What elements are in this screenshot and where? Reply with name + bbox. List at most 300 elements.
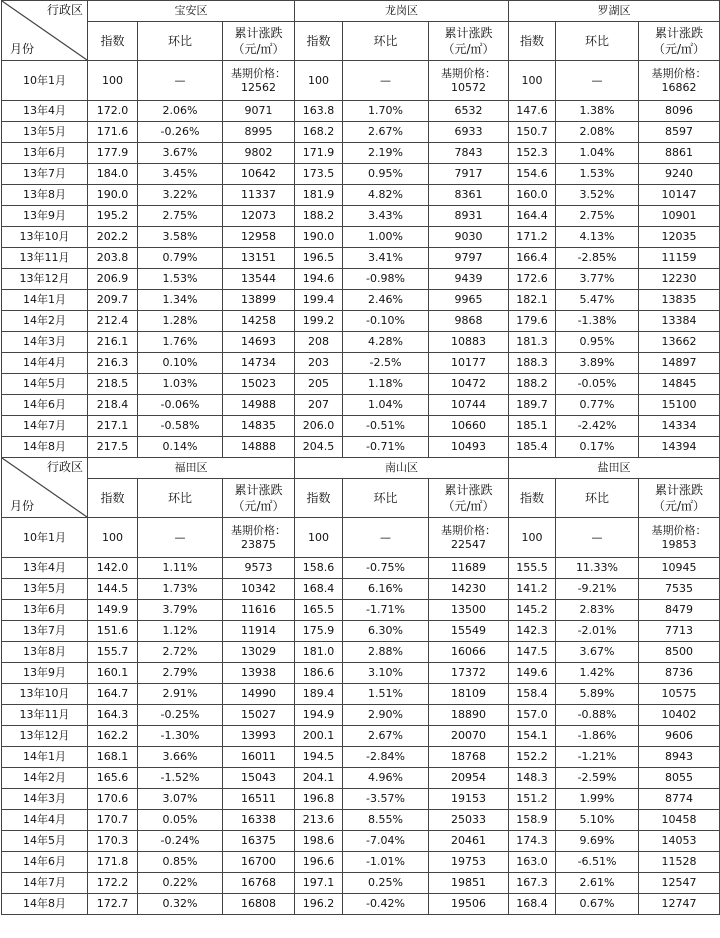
mom-cell: -7.04%	[343, 831, 429, 852]
mom-cell: 3.67%	[138, 143, 223, 164]
column-header-row	[2, 22, 720, 61]
mom-cell: -0.42%	[343, 894, 429, 915]
cumulative-cell: 15100	[639, 395, 720, 416]
mom-cell: 4.96%	[343, 768, 429, 789]
diagonal-header-cell	[2, 458, 88, 518]
index-cell: 167.3	[509, 873, 556, 894]
cumulative-cell: 14258	[223, 311, 295, 332]
mom-cell: 2.67%	[343, 122, 429, 143]
index-cell: 194.5	[295, 747, 343, 768]
month-axis-label: 月份	[10, 41, 35, 56]
mom-cell: -0.25%	[138, 705, 223, 726]
mom-cell: 3.58%	[138, 227, 223, 248]
month-cell: 14年3月	[2, 789, 88, 810]
district-name: 南山区	[295, 458, 509, 479]
base-price-cell	[429, 518, 509, 558]
cumulative-cell: 13835	[639, 290, 720, 311]
cumulative-label-line2: （元/㎡）	[442, 499, 495, 513]
mom-cell: 3.77%	[556, 269, 639, 290]
month-cell: 13年5月	[2, 122, 88, 143]
cumulative-cell: 9071	[223, 101, 295, 122]
month-cell: 13年11月	[2, 248, 88, 269]
col-header-index: 指数	[88, 22, 138, 61]
index-cell: 208	[295, 332, 343, 353]
mom-cell: 0.95%	[343, 164, 429, 185]
index-cell: 155.5	[509, 558, 556, 579]
base-price-cell	[639, 61, 720, 101]
cumulative-cell: 13029	[223, 642, 295, 663]
cumulative-label-line1: 累计涨跌	[234, 26, 283, 40]
index-cell: 217.1	[88, 416, 138, 437]
cumulative-cell: 13938	[223, 663, 295, 684]
index-cell: 181.3	[509, 332, 556, 353]
index-cell: 172.7	[88, 894, 138, 915]
cumulative-cell: 11914	[223, 621, 295, 642]
table-row	[2, 164, 720, 185]
table-row	[2, 269, 720, 290]
mom-cell: 1.12%	[138, 621, 223, 642]
base-price-value: 12562	[241, 80, 276, 94]
mom-cell: -0.06%	[138, 395, 223, 416]
cumulative-cell: 8861	[639, 143, 720, 164]
base-price-cell	[223, 518, 295, 558]
mom-cell: 6.30%	[343, 621, 429, 642]
index-cell: 200.1	[295, 726, 343, 747]
index-cell: 194.6	[295, 269, 343, 290]
mom-cell: 2.67%	[343, 726, 429, 747]
index-cell: 157.0	[509, 705, 556, 726]
cumulative-cell: 10402	[639, 705, 720, 726]
mom-cell: -0.71%	[343, 437, 429, 458]
mom-cell: 6.16%	[343, 579, 429, 600]
mom-cell: 2.90%	[343, 705, 429, 726]
cumulative-cell: 6532	[429, 101, 509, 122]
mom-cell: 0.79%	[138, 248, 223, 269]
cumulative-cell: 10342	[223, 579, 295, 600]
index-cell: 196.2	[295, 894, 343, 915]
cumulative-cell: 20461	[429, 831, 509, 852]
mom-cell: 2.75%	[556, 206, 639, 227]
month-cell: 14年4月	[2, 810, 88, 831]
mom-cell: -0.58%	[138, 416, 223, 437]
col-header-index: 指数	[295, 479, 343, 518]
index-cell: 199.2	[295, 311, 343, 332]
index-cell: 213.6	[295, 810, 343, 831]
index-cell: 196.6	[295, 852, 343, 873]
index-cell: 149.6	[509, 663, 556, 684]
cumulative-label-line2: （元/㎡）	[232, 42, 285, 56]
district-name: 龙岗区	[295, 1, 509, 22]
cumulative-cell: 9802	[223, 143, 295, 164]
table-row	[2, 227, 720, 248]
mom-cell: -0.98%	[343, 269, 429, 290]
index-cell: 100	[88, 518, 138, 558]
index-cell: 203	[295, 353, 343, 374]
mom-cell: —	[138, 518, 223, 558]
mom-cell: 1.73%	[138, 579, 223, 600]
mom-cell: -0.10%	[343, 311, 429, 332]
cumulative-cell: 14897	[639, 353, 720, 374]
index-cell: 198.6	[295, 831, 343, 852]
table-row	[2, 332, 720, 353]
index-cell: 212.4	[88, 311, 138, 332]
base-price-label: 基期价格：	[441, 67, 497, 81]
index-cell: 147.5	[509, 642, 556, 663]
cumulative-label-line1: 累计涨跌	[444, 483, 493, 497]
index-cell: 203.8	[88, 248, 138, 269]
mom-cell: 3.79%	[138, 600, 223, 621]
index-cell: 152.2	[509, 747, 556, 768]
table-row	[2, 810, 720, 831]
index-cell: 163.8	[295, 101, 343, 122]
cumulative-cell: 9965	[429, 290, 509, 311]
month-cell: 13年10月	[2, 684, 88, 705]
mom-cell: -6.51%	[556, 852, 639, 873]
index-cell: 142.3	[509, 621, 556, 642]
month-cell: 13年7月	[2, 164, 88, 185]
col-header-index: 指数	[509, 479, 556, 518]
month-cell: 14年1月	[2, 747, 88, 768]
mom-cell: 1.53%	[138, 269, 223, 290]
mom-cell: -0.75%	[343, 558, 429, 579]
index-cell: 172.2	[88, 873, 138, 894]
district-axis-label: 行政区	[46, 460, 83, 474]
index-cell: 196.5	[295, 248, 343, 269]
mom-cell: 2.75%	[138, 206, 223, 227]
index-cell: 152.3	[509, 143, 556, 164]
table-row	[2, 873, 720, 894]
mom-cell: 4.13%	[556, 227, 639, 248]
base-price-value: 10572	[451, 80, 487, 94]
index-cell: 216.1	[88, 332, 138, 353]
cumulative-cell: 12035	[639, 227, 720, 248]
index-cell: 148.3	[509, 768, 556, 789]
base-period-row	[2, 61, 720, 101]
col-header-cumulative	[429, 479, 509, 518]
table-row	[2, 642, 720, 663]
index-cell: 160.0	[509, 185, 556, 206]
index-cell: 182.1	[509, 290, 556, 311]
mom-cell: 11.33%	[556, 558, 639, 579]
month-cell: 13年7月	[2, 621, 88, 642]
base-period-row	[2, 518, 720, 558]
mom-cell: 0.10%	[138, 353, 223, 374]
price-index-table	[1, 0, 720, 915]
mom-cell: -2.01%	[556, 621, 639, 642]
cumulative-cell: 14053	[639, 831, 720, 852]
cumulative-label-line2: （元/㎡）	[653, 42, 706, 56]
index-cell: 154.6	[509, 164, 556, 185]
month-cell: 14年1月	[2, 290, 88, 311]
cumulative-cell: 15023	[223, 374, 295, 395]
mom-cell: 1.18%	[343, 374, 429, 395]
mom-cell: 3.10%	[343, 663, 429, 684]
month-cell: 10年1月	[2, 518, 88, 558]
cumulative-cell: 25033	[429, 810, 509, 831]
cumulative-cell: 14835	[223, 416, 295, 437]
index-cell: 175.9	[295, 621, 343, 642]
index-cell: 165.5	[295, 600, 343, 621]
cumulative-cell: 11528	[639, 852, 720, 873]
index-cell: 206.9	[88, 269, 138, 290]
index-cell: 170.3	[88, 831, 138, 852]
mom-cell: 5.10%	[556, 810, 639, 831]
index-cell: 188.2	[509, 374, 556, 395]
table-row	[2, 684, 720, 705]
cumulative-cell: 12747	[639, 894, 720, 915]
table-row	[2, 579, 720, 600]
table-row	[2, 185, 720, 206]
district-name: 罗湖区	[509, 1, 720, 22]
index-cell: 166.4	[509, 248, 556, 269]
month-cell: 13年9月	[2, 663, 88, 684]
cumulative-cell: 9240	[639, 164, 720, 185]
base-price-value: 19853	[661, 537, 697, 551]
table-row	[2, 831, 720, 852]
index-cell: 171.6	[88, 122, 138, 143]
mom-cell: 1.99%	[556, 789, 639, 810]
month-cell: 14年5月	[2, 374, 88, 395]
mom-cell: 2.06%	[138, 101, 223, 122]
cumulative-cell: 16768	[223, 873, 295, 894]
mom-cell: 1.04%	[556, 143, 639, 164]
index-cell: 155.7	[88, 642, 138, 663]
table-row	[2, 395, 720, 416]
mom-cell: 2.19%	[343, 143, 429, 164]
mom-cell: 0.32%	[138, 894, 223, 915]
index-cell: 100	[295, 518, 343, 558]
cumulative-cell: 14990	[223, 684, 295, 705]
cumulative-cell: 13993	[223, 726, 295, 747]
index-cell: 194.9	[295, 705, 343, 726]
mom-cell: 1.38%	[556, 101, 639, 122]
cumulative-cell: 8479	[639, 600, 720, 621]
mom-cell: -0.88%	[556, 705, 639, 726]
cumulative-label-line2: （元/㎡）	[442, 42, 495, 56]
cumulative-cell: 7917	[429, 164, 509, 185]
index-cell: 197.1	[295, 873, 343, 894]
table-row	[2, 726, 720, 747]
cumulative-cell: 15027	[223, 705, 295, 726]
table-row	[2, 768, 720, 789]
cumulative-cell: 8736	[639, 663, 720, 684]
table-row	[2, 894, 720, 915]
base-price-cell	[223, 61, 295, 101]
cumulative-cell: 15549	[429, 621, 509, 642]
table-row	[2, 789, 720, 810]
month-cell: 13年4月	[2, 101, 88, 122]
month-cell: 10年1月	[2, 61, 88, 101]
index-cell: 163.0	[509, 852, 556, 873]
cumulative-cell: 16700	[223, 852, 295, 873]
table-row	[2, 600, 720, 621]
table-row	[2, 852, 720, 873]
district-header-row	[2, 458, 720, 479]
table-row	[2, 206, 720, 227]
cumulative-cell: 10472	[429, 374, 509, 395]
cumulative-cell: 10147	[639, 185, 720, 206]
district-name: 盐田区	[509, 458, 720, 479]
index-cell: 144.5	[88, 579, 138, 600]
index-cell: 190.0	[295, 227, 343, 248]
mom-cell: —	[343, 518, 429, 558]
index-cell: 100	[295, 61, 343, 101]
cumulative-cell: 9030	[429, 227, 509, 248]
cumulative-cell: 13384	[639, 311, 720, 332]
index-cell: 184.0	[88, 164, 138, 185]
cumulative-cell: 14693	[223, 332, 295, 353]
cumulative-cell: 18109	[429, 684, 509, 705]
cumulative-cell: 9439	[429, 269, 509, 290]
index-cell: 177.9	[88, 143, 138, 164]
index-cell: 188.2	[295, 206, 343, 227]
col-header-index: 指数	[509, 22, 556, 61]
month-cell: 13年4月	[2, 558, 88, 579]
index-cell: 185.4	[509, 437, 556, 458]
mom-cell: -2.85%	[556, 248, 639, 269]
cumulative-cell: 8943	[639, 747, 720, 768]
mom-cell: -3.57%	[343, 789, 429, 810]
cumulative-cell: 10177	[429, 353, 509, 374]
cumulative-cell: 10493	[429, 437, 509, 458]
cumulative-cell: 19851	[429, 873, 509, 894]
cumulative-label-line1: 累计涨跌	[234, 483, 283, 497]
month-cell: 13年8月	[2, 185, 88, 206]
cumulative-cell: 19153	[429, 789, 509, 810]
month-cell: 13年5月	[2, 579, 88, 600]
cumulative-cell: 9573	[223, 558, 295, 579]
cumulative-cell: 8995	[223, 122, 295, 143]
mom-cell: 5.47%	[556, 290, 639, 311]
index-cell: 162.2	[88, 726, 138, 747]
cumulative-label-line1: 累计涨跌	[655, 26, 704, 40]
district-axis-label: 行政区	[46, 3, 83, 17]
mom-cell: 1.42%	[556, 663, 639, 684]
mom-cell: 8.55%	[343, 810, 429, 831]
month-cell: 13年6月	[2, 600, 88, 621]
index-cell: 151.6	[88, 621, 138, 642]
index-cell: 160.1	[88, 663, 138, 684]
base-price-label: 基期价格：	[441, 524, 497, 538]
mom-cell: 3.89%	[556, 353, 639, 374]
district-header-row	[2, 1, 720, 22]
index-cell: 141.2	[509, 579, 556, 600]
mom-cell: -2.5%	[343, 353, 429, 374]
table-row	[2, 416, 720, 437]
cumulative-cell: 13662	[639, 332, 720, 353]
month-cell: 14年3月	[2, 332, 88, 353]
index-cell: 172.0	[88, 101, 138, 122]
cumulative-cell: 6933	[429, 122, 509, 143]
mom-cell: 2.79%	[138, 663, 223, 684]
mom-cell: 9.69%	[556, 831, 639, 852]
index-cell: 199.4	[295, 290, 343, 311]
index-cell: 168.4	[509, 894, 556, 915]
mom-cell: 3.07%	[138, 789, 223, 810]
mom-cell: -1.30%	[138, 726, 223, 747]
cumulative-cell: 12958	[223, 227, 295, 248]
cumulative-cell: 14394	[639, 437, 720, 458]
mom-cell: 3.67%	[556, 642, 639, 663]
cumulative-cell: 8774	[639, 789, 720, 810]
cumulative-cell: 16338	[223, 810, 295, 831]
cumulative-cell: 14230	[429, 579, 509, 600]
month-cell: 14年2月	[2, 311, 88, 332]
index-cell: 181.0	[295, 642, 343, 663]
column-header-row	[2, 479, 720, 518]
cumulative-cell: 13899	[223, 290, 295, 311]
mom-cell: 2.88%	[343, 642, 429, 663]
col-header-mom: 环比	[138, 479, 223, 518]
index-cell: 100	[509, 61, 556, 101]
index-cell: 168.1	[88, 747, 138, 768]
cumulative-cell: 13500	[429, 600, 509, 621]
mom-cell: 0.17%	[556, 437, 639, 458]
cumulative-cell: 8597	[639, 122, 720, 143]
cumulative-cell: 10660	[429, 416, 509, 437]
mom-cell: 3.41%	[343, 248, 429, 269]
cumulative-cell: 20954	[429, 768, 509, 789]
month-cell: 14年7月	[2, 873, 88, 894]
mom-cell: 3.22%	[138, 185, 223, 206]
base-price-label: 基期价格：	[651, 67, 707, 81]
cumulative-cell: 16066	[429, 642, 509, 663]
cumulative-cell: 7535	[639, 579, 720, 600]
cumulative-cell: 12547	[639, 873, 720, 894]
index-cell: 186.6	[295, 663, 343, 684]
mom-cell: 0.05%	[138, 810, 223, 831]
cumulative-cell: 13151	[223, 248, 295, 269]
index-cell: 179.6	[509, 311, 556, 332]
index-cell: 207	[295, 395, 343, 416]
index-cell: 164.3	[88, 705, 138, 726]
col-header-mom: 环比	[138, 22, 223, 61]
base-price-label: 基期价格：	[651, 524, 707, 538]
cumulative-cell: 19753	[429, 852, 509, 873]
cumulative-cell: 18890	[429, 705, 509, 726]
index-cell: 145.2	[509, 600, 556, 621]
table-row	[2, 437, 720, 458]
mom-cell: 1.34%	[138, 290, 223, 311]
cumulative-cell: 16011	[223, 747, 295, 768]
table-row	[2, 122, 720, 143]
district-name: 宝安区	[88, 1, 295, 22]
cumulative-cell: 12230	[639, 269, 720, 290]
index-cell: 218.4	[88, 395, 138, 416]
month-cell: 13年6月	[2, 143, 88, 164]
index-cell: 173.5	[295, 164, 343, 185]
month-cell: 13年10月	[2, 227, 88, 248]
mom-cell: -2.84%	[343, 747, 429, 768]
cumulative-cell: 14334	[639, 416, 720, 437]
month-cell: 14年8月	[2, 894, 88, 915]
col-header-mom: 环比	[343, 22, 429, 61]
mom-cell: 2.61%	[556, 873, 639, 894]
index-cell: 164.7	[88, 684, 138, 705]
index-cell: 158.4	[509, 684, 556, 705]
base-price-value: 22547	[451, 537, 487, 551]
cumulative-label-line2: （元/㎡）	[653, 499, 706, 513]
mom-cell: 1.03%	[138, 374, 223, 395]
table-row	[2, 143, 720, 164]
cumulative-cell: 10575	[639, 684, 720, 705]
cumulative-cell: 14888	[223, 437, 295, 458]
table-row	[2, 747, 720, 768]
base-price-cell	[639, 518, 720, 558]
mom-cell: 4.28%	[343, 332, 429, 353]
cumulative-cell: 8500	[639, 642, 720, 663]
mom-cell: -2.59%	[556, 768, 639, 789]
